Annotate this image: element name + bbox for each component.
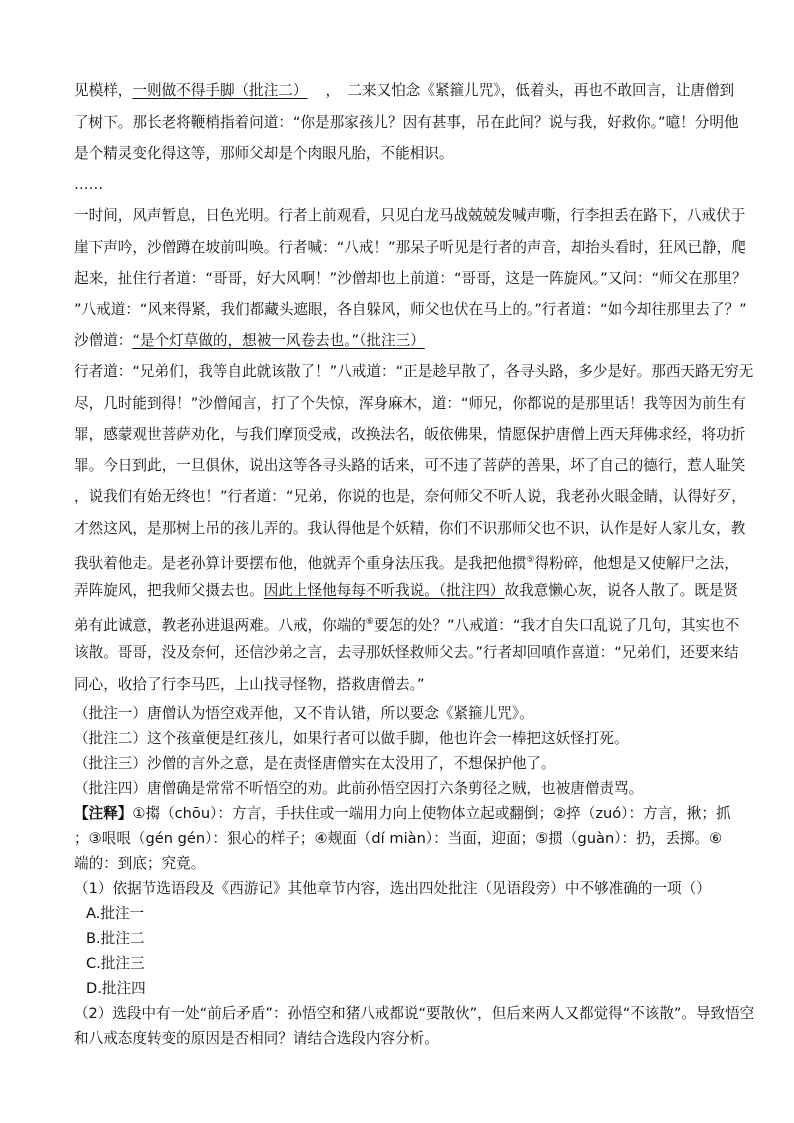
passage-line: 该散。哥哥，没及奈何，还信沙弟之言，去寻那妖怪救师父去。”行者却回嗔作喜道：“兄弟们，还要来结	[74, 644, 739, 661]
ellipsis: ……	[74, 176, 104, 193]
passage-line: 罪，感蒙观世菩萨劝化，与我们摩顶受戒，改换法名，皈依佛果，情愿保护唐僧上西天拜佛求经，将功折	[74, 426, 746, 443]
footnote-ref: ⑥	[365, 617, 374, 627]
text-run: 故我意懒心灰，说各人散了。既是贤	[504, 582, 739, 599]
annotation-2: （批注二）这个孩童便是红孩儿，如果行者可以做手脚，他也许会一棒把这妖怪打死。	[74, 730, 629, 747]
passage-line: 是个精灵变化得这等，那师父却是个肉眼凡胎，不能相识。	[74, 145, 454, 162]
annotation-mark-2: 一则做不得手脚（批注二）	[132, 82, 308, 99]
passage-line: 一时间，风声暂息，日色光明。行者上前观看，只见白龙马战兢兢发喊声嘶，行李担丢在路下，八戒伏于	[74, 207, 746, 224]
annotation-4: （批注四）唐僧确是常常不听悟空的劝。此前孙悟空因打六条剪径之贼，也被唐僧责骂。	[74, 780, 644, 797]
passage-line: 行者道：“兄弟们，我等自此就该散了！”八戒道：“正是趁早散了，各寻头路，多少是好。那西天路无穷无	[74, 363, 754, 380]
footnote-ref: ⑤	[526, 555, 535, 565]
annotation-1: （批注一）唐僧认为悟空戏弄他，又不肯认错，所以要念《紧箍儿咒》。	[74, 705, 534, 722]
notes-label: 【注释】	[74, 805, 133, 822]
passage-line	[74, 82, 734, 100]
passage-line: 起来，扯住行者道：“哥哥，好大风啊！”沙僧却也上前道：“哥哥，这是一阵旋风。”又问：“师父在那里？	[74, 270, 747, 287]
passage-line: 崖下声吟，沙僧蹲在坡前叫唤。行者喊：“八戒！”那呆子听见是行者的声音，却抬头看时，狂风已静，爬	[74, 239, 746, 256]
passage-line: 才然这风，是那树上吊的孩儿弄的。我认得他是个妖精，你们不识那师父也不识，认作是好人家儿女，教	[74, 520, 746, 537]
text-run: 弄阵旋风，把我师父摄去也。	[74, 582, 264, 599]
notes-line	[74, 805, 731, 823]
annotation-mark-4: 因此上怪他每每不听我说。（批注四）	[263, 582, 505, 599]
question-2-line: （2）选段中有一处“前后矛盾”：孙悟空和猪八戒都说“要散伙”，但后来两人又都觉得“不该散”。导致悟空	[74, 1005, 755, 1022]
text-run: 我驮着他走。是老孙算计要摆布他，他就弄个重身法压我。是我把他掼	[74, 554, 527, 572]
text-run: 要怎的处？”八戒道：“我才自失口乱说了几句，其实也不	[373, 616, 740, 634]
text-run: ， 二来又怕念《紧箍儿咒》，低着头，再也不敢回言，让唐僧到	[325, 82, 735, 99]
text-run: 弟有此诚意，教老孙进退两难。八戒，你端的	[74, 616, 366, 634]
question-1-stem: （1）依据节选语段及《西游记》其他章节内容，选出四处批注（见语段旁）中不够准确的一项（）	[74, 880, 711, 897]
annotation-mark-3: “是个灯草做的，想被一风卷去也。”（批注三）	[132, 332, 425, 349]
annotation-3: （批注三）沙僧的言外之意，是在责怪唐僧实在太没用了，不想保护他了。	[74, 755, 556, 772]
passage-line	[74, 613, 739, 635]
notes-text: ①搊（chōu）：方言，手扶住或一端用力向上使物体立起或翻倒；②捽（zuó）：方言，揪；抓	[132, 805, 731, 822]
option-d[interactable]: D.批注四	[86, 980, 146, 997]
notes-line: 端的：到底；究竟。	[74, 855, 206, 872]
passage-line	[74, 551, 739, 573]
text-run: 见模样，	[74, 82, 133, 99]
passage-line: ”八戒道：“风来得紧，我们都藏头遮眼，各自躲风，师父也伏在马上的。”行者道：“如今却往那里去了？”	[74, 301, 747, 318]
passage-line: ，说我们有始无终也！”行者道：“兄弟，你说的也是，奈何师父不听人说，我老孙火眼金睛，认得好歹，	[74, 488, 746, 505]
option-a[interactable]: A.批注一	[86, 905, 145, 922]
text-run: 得粉碎，他想是又使解尸之法，	[534, 554, 739, 572]
option-b[interactable]: B.批注二	[86, 930, 145, 947]
passage-line: 罪。今日到此，一旦俱休，说出这等各寻头路的话来，可不违了菩萨的善果，坏了自己的德行，惹人耻笑	[74, 457, 746, 474]
passage-line	[74, 332, 425, 350]
notes-line: ；③哏哏（gén gén）：狠心的样子；④觌面（dí miàn）：当面，迎面；⑤掼（guàn）：扔，丢掷。⑥	[74, 830, 723, 847]
passage-line: 了树下。那长老将鞭梢指着问道：“你是那家孩儿？因有甚事，吊在此间？说与我，好救你。”噫！分明他	[74, 114, 739, 131]
passage-line: 同心，收拾了行李马匹，上山找寻怪物，搭救唐僧去。”	[74, 676, 425, 693]
passage-line: 尽，几时能到得！”沙僧闻言，打了个失惊，浑身麻木，道：“师兄，你都说的是那里话！我等因为前生有	[74, 395, 746, 412]
question-2-line: 和八戒态度转变的原因是否相同？请结合选段内容分析。	[74, 1030, 439, 1047]
text-run: 沙僧道：	[74, 332, 133, 349]
option-c[interactable]: C.批注三	[86, 955, 145, 972]
passage-line	[74, 582, 738, 600]
